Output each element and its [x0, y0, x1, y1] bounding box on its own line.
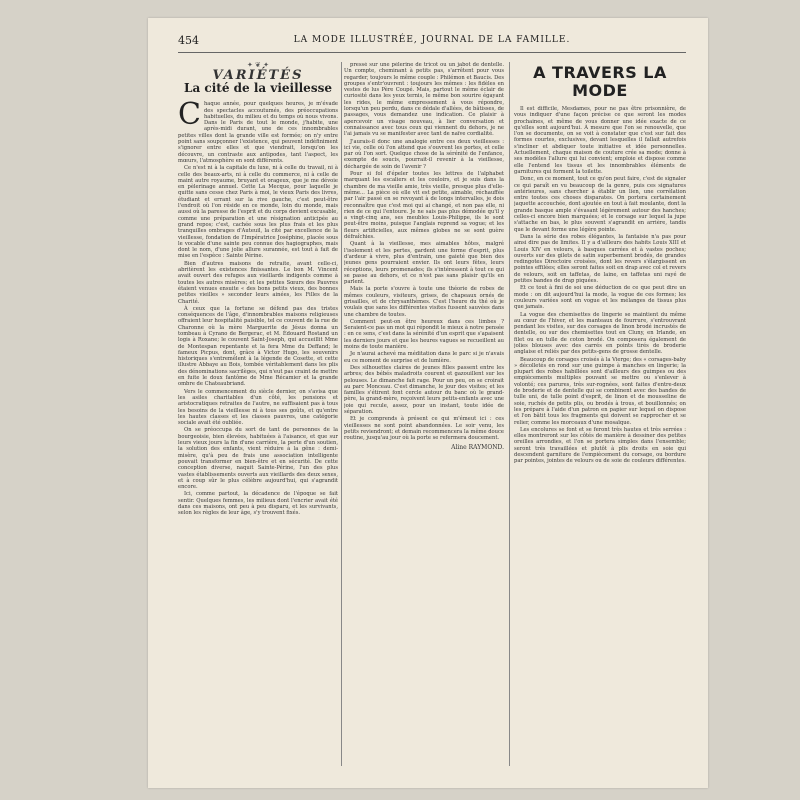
article-title: La cité de la vieillesse: [184, 81, 332, 96]
author-signature: Aline RAYMOND.: [451, 443, 504, 451]
article-paragraph: Vers le commencement du siècle dernier, on s'avisa que les asiles charitables d'un côté, les pensions et aristocratiques retraites de l'autre, ne suffisaient pas à tous les besoins de la vieillesse ni à tous ses goûts, et qu'entre les hautes classes et les classes pauvres, une catégorie sociale avait été oubliée.: [178, 388, 338, 427]
page-header: [178, 34, 686, 48]
column-divider-2: [509, 62, 510, 766]
article-paragraph: Et je comprends à présent ce qui m'émeut ici : ces vieillesses ne sont point abandonnées. Le soir venu, les petits reviendront; et demain recommencera la même douce routine, jusqu'au jour où la porte se refermera doucement.: [344, 416, 504, 442]
article-paragraph: Et ce tout à fini de soi une déduction de ce que peut dire un mode : on dit aujourd'hui la mode, la vogue de ces formes; les couleurs variées sont en vogue et les mélanges de tissus plus que jamais.: [514, 285, 686, 311]
header-rule: [178, 52, 686, 53]
article-paragraph: Ici, comme partout, la décadence de l'époque se fait sentir. Quelques femmes, les milieux dont l'encrier avait été dans ces maisons, ont peu à peu disparu, et les survivants, selon les règles de leur âge, s'y trouvent fixés.: [178, 491, 338, 517]
article-paragraph: Donc, en ce moment, tout ce qu'on peut faire, c'est de signaler ce qui paraît en vu beaucoup de la genre, puis ces signatures antérieures, sans chercher à établir un lien, une corrélation entre toutes ces choses disparates. On portera certainement jaquette accouchée, dont ajoutée en tout à fait moulante, dont la grande basque ample s'évasant légèrement autour des hanches; celles-ci encore bien marquées; et le corsage sur lequel la jupe s'attache en bas, le plus souvent s'agrandit en arrière, tandis que le devant forme une légère pointe.: [514, 176, 686, 233]
magazine-page: [148, 18, 708, 788]
article-paragraph: Pour si fol d'épeler toutes les lettres de l'alphabet marquant les escaliers et les couloirs, et je suis dans la chambre de ma vieille amie, très vieille, presque plus d'elle-même... La pièce où elle vit est petite, aimable, réchauffée par l'air passé en se revoyant à de longs intervalles, je dois reconnaître que c'est moi qui ai changé, et non pas elle, ni rien de ce qui l'entoure. Je ne sais pas plus démodée qu'il y a vingt-cinq ans, ses meubles Louis-Philippe, ils le sont peut-être moins, puisque l'anglais reprend sa vogue; et les fleurs artificielles, aux mêmes globes ne se sont guère défraîchies.: [344, 171, 504, 241]
column-divider-1: [341, 62, 342, 766]
article-paragraph: Il est difficile, Mesdames, pour ne pas être prisonnière, de vous indiquer d'une façon précise ce que seront les modes prochaines, et même de vous donner une idée exacte de ce qu'elles sont aujourd'hui. À mesure que l'on se renouvelle, que l'on se documente, on se voit à constater que c'est sur fait des formes courtes, exclusives, devant lesquelles il fallait autrefois s'incliner et abdiquer toute initiative et idée personnelles. Actuellement, chaque maison de couture crée sa mode; donne à ses modèles l'allure qui lui convient; emploie et dispose comme elle l'entend les tissus et les innombrables éléments de garnitures qui forment la toilette.: [514, 106, 686, 175]
section-kicker: VARIÉTÉS: [212, 68, 304, 83]
column-varietes: [178, 62, 338, 766]
article-paragraph: Ce n'est ni à la capitale du luxe, ni à celle du travail, ni à celle des beaux-arts, ni à celle du commerce, ni à celle de maint autre royaume, bruyant et orageux, que je me dévoie en pèlerinage annuel. Cette La Mecque, pour laquelle je quitte sans cesse chez Paris à moi, le vieux Paris des livres, étudiant et errant sur la rive gauche, c'est peut-être l'endroit où l'on réside en ce monde, loin du monde, mais aussi où la paresse de l'esprit et du corps devient excusable, comme une préparation et une résignation anticipée au grand repos; c'est, cachée sous les plus frais et les plus tranquilles ombrages d'Auteuil, la cité par excellence de la vieillesse, fondation de l'Impératrice Joséphine, placée sous le vocable d'une sainte peu connue des hagiographes, mais dont le nom, d'une jolie allure surannée, est tout à fait de mise en l'espèce : Sainte Périne.: [178, 165, 338, 260]
article-paragraph: La vogue des chemisettes de lingerie se maintient du même au cœur de l'hiver, et les manteaux de fourrure, s'entrouvrant pendant les visites, sur des corsages de linon brodé incrustés de dentelle, ou sur des chemisettes tout en Cluny, en Irlande, en filet ou en tulle de coton brodé. On composera également de jolies blouses avec des carrés en points tirés de broderie anglaise et reliés par des petits-gens de grosse dentelle.: [514, 311, 686, 356]
article-paragraph: Les encolures se font et se feront très hautes et très serrées : elles montreront sur les côtés de manière à dessiner des petites oreilles arrondies, et l'on se portera simples dans l'ensemble; seront très travaillées et plutôt à plis droits en soie qui descendent garniture de l'empiècement du corsage, ou bordure par pointes, jointes de velours ou de soie de couleurs différentes.: [514, 426, 686, 465]
article-paragraph: J'aurais-il donc une analogie entre ces deux vieillesses : ici vie, celle où l'on attend que s'ouvrent les portes, et celle par où l'on sort. Quelque chose de la sérénité de l'enfance, exempte de soucis, pourrait-il revenir à la vieillesse, déchargée de soin de l'avenir ?: [344, 138, 504, 170]
article-paragraph: Dans la série des robes élégantes, la fantaisie n'a pas pour ainsi dire pas de limites. Il y a d'ailleurs des habits Louis XIII et Louis XIV en velours, à basques carrées et à vastes poches; ouverts sur des gilets de satin superbement brodés, de grandes redingotes Directoire croisées, dont les revers s'élargissent en pointes effilées; elles seront faites soit en drap avec col et revers de velours, soit en taffetas, de laine, en taffetas uni rayé de petites bandes de drap piquées.: [514, 233, 686, 285]
drop-cap: C: [178, 97, 201, 133]
article-paragraph: À ceux que la fortune se défend pas des tristes conséquences de l'âge, d'innombrables maisons religieuses offraient leur hospitalité paisible, tel ce couvent de la rue de Charonne où la mère Marguerite de Jésus donna un tombeau à Cyrano de Bergerac, et M. Édouard Rostand un logis à Roxane; le couvent Saint-Joseph, qui accueillit Mme de Montespan repentante et la fera Mme du Deffand; le fameux Picpus, dont, grâce à Victor Hugo, les souvenirs historiques s'entremêlent à la légende de Cosette, et cette illustre Abbaye au Bois, tombée véritablement dans les plis des dénominations sacrilèges, qui n'eut pas craint de mettre en fuite le doux fantôme de Mme Récamier et la grande ombre de Chateaubriand.: [178, 305, 338, 388]
article-paragraph: Des silhouettes claires de jeunes filles passent entre les arbres; des bébés maladroits courent et gazouillent sur les pelouses. Le dimanche fait rage. Pour un peu, on se croirait au parc Monceau. C'est dimanche, le jour des visites; et les familles s'étirent font cercle autour du banc où le grand-père, la grand-mère, reçoivent leurs petits-enfants avec une joie qui recule, assez, pour un instant, toute idée de séparation.: [344, 364, 504, 416]
column-mode: [514, 62, 686, 766]
page-number: 454: [178, 34, 199, 47]
article-paragraph: Bien d'autres maisons de retraite, avant celle-ci, abritèrent les existences finissantes. Le bon M. Vincent avait ouvert des refuges aux vieillards indigents comme à toutes les autres misères; et les petites Sœurs des Pauvres étaient venues ensuite « des bons petits vieux, des bonnes petites vieilles » seconder leurs ainées, les Filles de la Charité.: [178, 260, 338, 305]
article-paragraph: Beaucoup de corsages croisés à la Vierge; des « corsages-baby » décolletés en rond sur une guimpe à manches en lingerie; la plupart des robes habillées sont d'ailleurs des guimpes ou des empiècements multiples pouvant se mettre ou s'enlever à volonté; ces parures, très sur-rognées, sont faites d'entre-deux de broderie et de dentelle qui se combinent avec des bandes de tulle uni, de tulle point d'esprit, de linon et de mousseline de soie, ruchés de petits plis, ou brodés à trous, et bouillonnés; on les prépare à l'aide d'un patron en papier sur lequel on dispose et l'on bâtit tous les fragments qui doivent se rapprocher et se relier, comme les morceaux d'une mosaïque.: [514, 356, 686, 426]
running-title: LA MODE ILLUSTRÉE, JOURNAL DE LA FAMILLE.: [293, 35, 571, 45]
article-paragraph: Chaque année, pour quelques heures, je m'évade des spectacles accoutumés, des préoccupations habituelles, du milieu et du temps où nous vivons. Dans le Paris de tout le monde, j'habite, une après-midi durant, une de ces innombrables petites villes dont la grande ville est formée; on n'y entre point sans soupçonner l'existence, qui peuvent indéfiniment s'ignorer entre elles et que viendrait, lorsqu'on les découvre, un contraste aux antipodes, tant l'aspect, les mœurs, l'atmosphère en sont différents.: [178, 97, 338, 164]
article-paragraph: Mais la porte s'ouvre à toute une théorie de robes de mêmes couleurs, visiteurs, grises, de chapeaux ornés de grisailles, et de chrysanthèmes. C'est l'heure du thé où je voulais que sans les différentes visites fussent sauvées dans une chambre de toutes.: [344, 286, 504, 318]
article-paragraph: Quant à la vieillesse, mes aimables hôtes, malgré l'isolement et les pertes, gardent une forme d'esprit, plus d'ardeur à vivre, plus d'entrain, une gaieté que bien des jeunes gens pourraient envier. Ils ont leurs fêtes, leurs réceptions, leurs promenades; ils s'intéressent à tout ce qui se passe au dehors, et ce n'est pas sans plaisir qu'ils en parlent.: [344, 241, 504, 286]
mode-section-title: A TRAVERS LA MODE: [533, 63, 667, 100]
column-continuation: [344, 62, 504, 766]
article-paragraph: Je n'aurai achevé ma méditation dans le parc si je n'avais eu ce moment de surprise et de lumière.: [344, 351, 504, 364]
ornament-top: ✦ ❦ ✦: [246, 62, 270, 69]
article-paragraph: On se préoccupa du sort de tant de personnes de la bourgeoisie, bien élevées, habituées à l'aisance, et que sur leurs vieux jours la fin d'une carrière, la perte d'un soutien, la solution des enfants, vient réduire à la gêne : demi-misère, qu'à peu de frais une association intelligente pouvait transformer en bien-être et en sécurité. De cette conception diverse, naquit Sainte-Périne, l'un des plus vastes établissements ouverts aux vieillards des deux sexes, et à coup sûr le plus célèbre aujourd'hui, qui s'agrandit encore.: [178, 427, 338, 491]
article-paragraph: pressé sur une pèlerine de tricot ou un jabot de dentelle. Un compte, cheminant à petits pas, s'arrêtent pour vous regarder, toujours le même couple : Philémon et Baucis. Des groupes s'entr'ouvrent : toujours les mêmes : les fidèles en vestes de lus Père Coupé. Mais, partout le même éclair de curiosité dans les yeux ternis, le même bon sourire égayant les rides, le même empressement à vous répondre, lorsqu'un peu perdu, dans ce dédale d'allées, de bâtisses, de passages, vous demandez une indication. Ce plaisir à apercevoir un visage nouveau, à lier conversation et connaissance avec tous ceux qui viennent du dehors, je ne l'ai jamais vu se manifester avec tant de naïve cordialité.: [344, 62, 504, 138]
article-paragraph: Comment peut-on être heureux dans ces limbes ? Seraient-ce pas un mot qui répondit le mieux à notre pensée : en ce sens, c'est dans la sérénité d'un esprit que s'apaisent les derniers jours et que les heures vagues se recueillent au moins de toute manière.: [344, 318, 504, 351]
